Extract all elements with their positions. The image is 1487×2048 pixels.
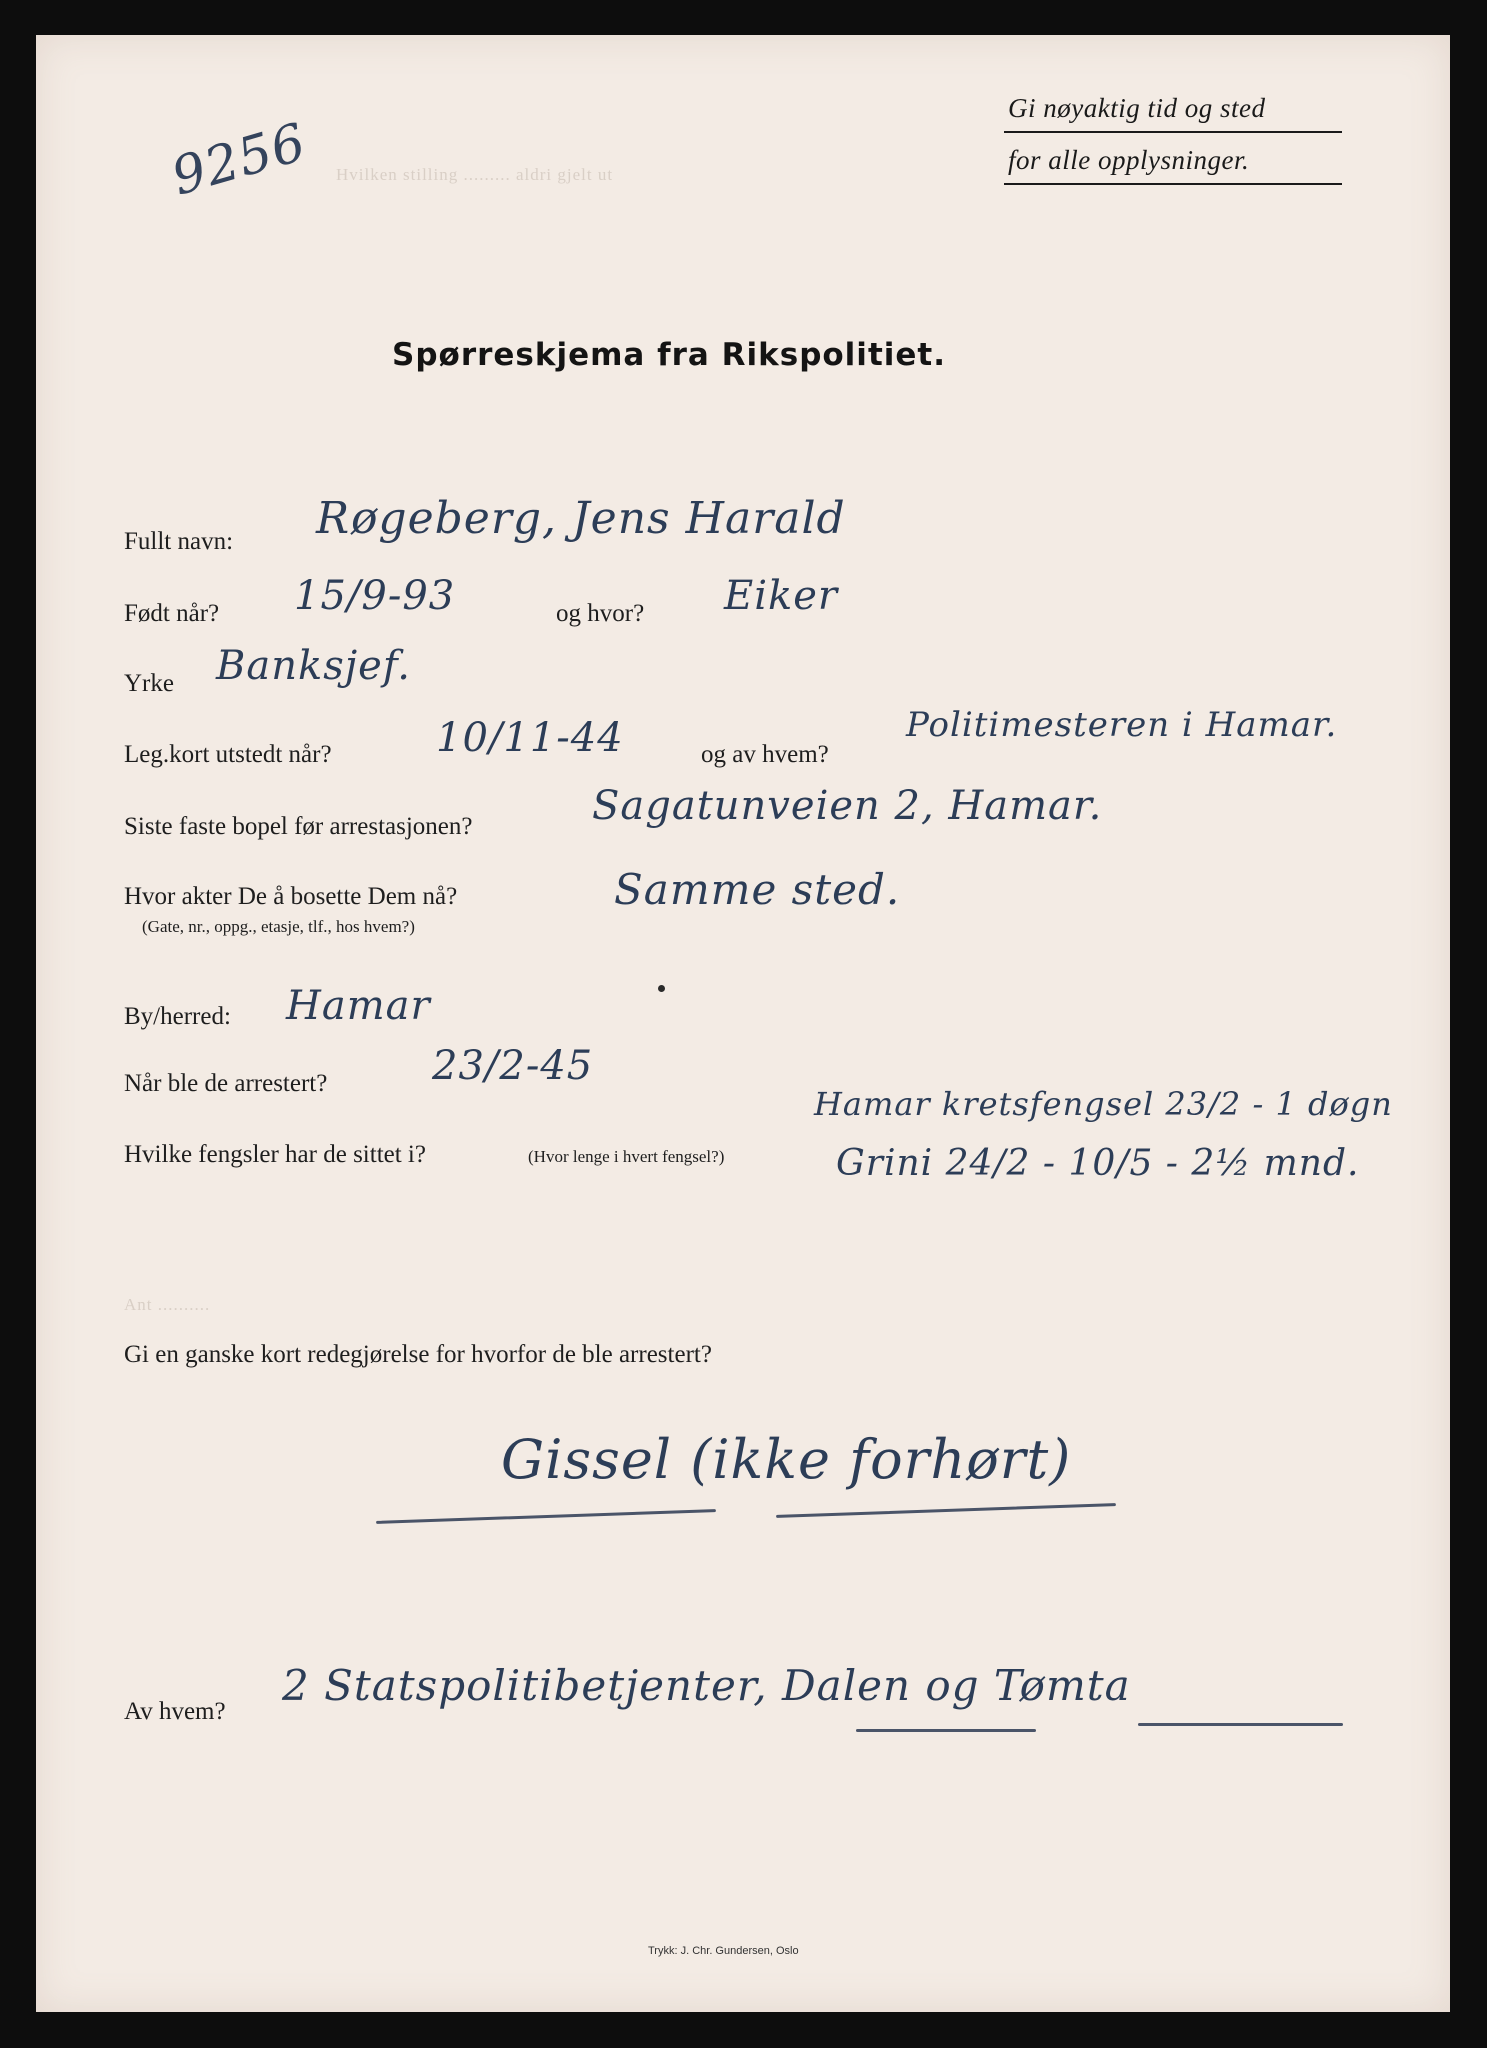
id-issued-by-label: og av hvem? [701,741,829,768]
by-whom-underline-1 [856,1729,1036,1732]
reason-underline-1 [376,1509,716,1524]
notice-underline-2 [1004,183,1342,185]
born-where-label: og hvor? [556,600,645,627]
prisons-sublabel: (Hvor lenge i hvert fengsel?) [528,1147,725,1166]
bleed-through-text: Hvilken stilling ......... aldri gjelt ut [336,165,614,184]
by-whom-label: Av hvem? [124,1698,226,1725]
reason-value: Gissel (ikke forhørt) [501,1428,1072,1491]
arrested-when-value: 23/2-45 [432,1043,594,1089]
occupation-value: Banksjef. [216,643,411,689]
questionnaire-page [36,35,1450,2012]
id-issued-when-value: 10/11-44 [436,715,624,761]
last-address-value: Sagatunveien 2, Hamar. [592,783,1103,829]
reason-label: Gi en ganske kort redegjørelse for hvorfor de ble arrestert? [124,1341,712,1368]
id-issued-when-label: Leg.kort utstedt når? [124,741,332,768]
prisons-line-1: Hamar kretsfengsel 23/2 - 1 døgn [814,1085,1393,1123]
municipality-label: By/herred: [124,1003,231,1030]
notice-line-1: Gi nøyaktig tid og sted [1008,93,1266,123]
full-name-label: Fullt navn: [124,528,234,555]
page-title: Spørreskjema fra Rikspolitiet. [392,337,947,373]
future-address-value: Samme sted. [614,865,901,914]
prisons-label: Hvilke fengsler har de sittet i? [124,1141,426,1168]
notice-line-2: for alle opplysninger. [1008,145,1250,175]
prisons-line-2: Grini 24/2 - 10/5 - 2½ mnd. [836,1143,1360,1184]
full-name-value: Røgeberg, Jens Harald [316,493,846,544]
bleed-through-text-2: Ant .......... [124,1295,211,1314]
by-whom-value: 2 Statspolitibetjenter, Dalen og Tømta [282,1661,1131,1710]
notice-underline-1 [1004,131,1342,133]
born-when-label: Født når? [124,600,220,627]
arrested-when-label: Når ble de arrestert? [124,1070,328,1097]
id-issued-by-value: Politimesteren i Hamar. [906,705,1338,745]
archive-number: 9256 [165,112,313,208]
municipality-value: Hamar [286,983,431,1029]
born-where-value: Eiker [724,573,839,619]
future-address-label: Hvor akter De å bosette Dem nå? [124,883,458,910]
by-whom-underline-2 [1138,1723,1343,1726]
printer-credit: Trykk: J. Chr. Gundersen, Oslo [648,1945,799,1957]
ink-dot [658,985,665,992]
occupation-label: Yrke [124,670,174,697]
born-when-value: 15/9-93 [294,573,456,619]
last-address-label: Siste faste bopel før arrestasjonen? [124,813,473,840]
reason-underline-2 [776,1503,1116,1518]
future-address-sublabel: (Gate, nr., oppg., etasje, tlf., hos hvem?) [142,917,415,936]
